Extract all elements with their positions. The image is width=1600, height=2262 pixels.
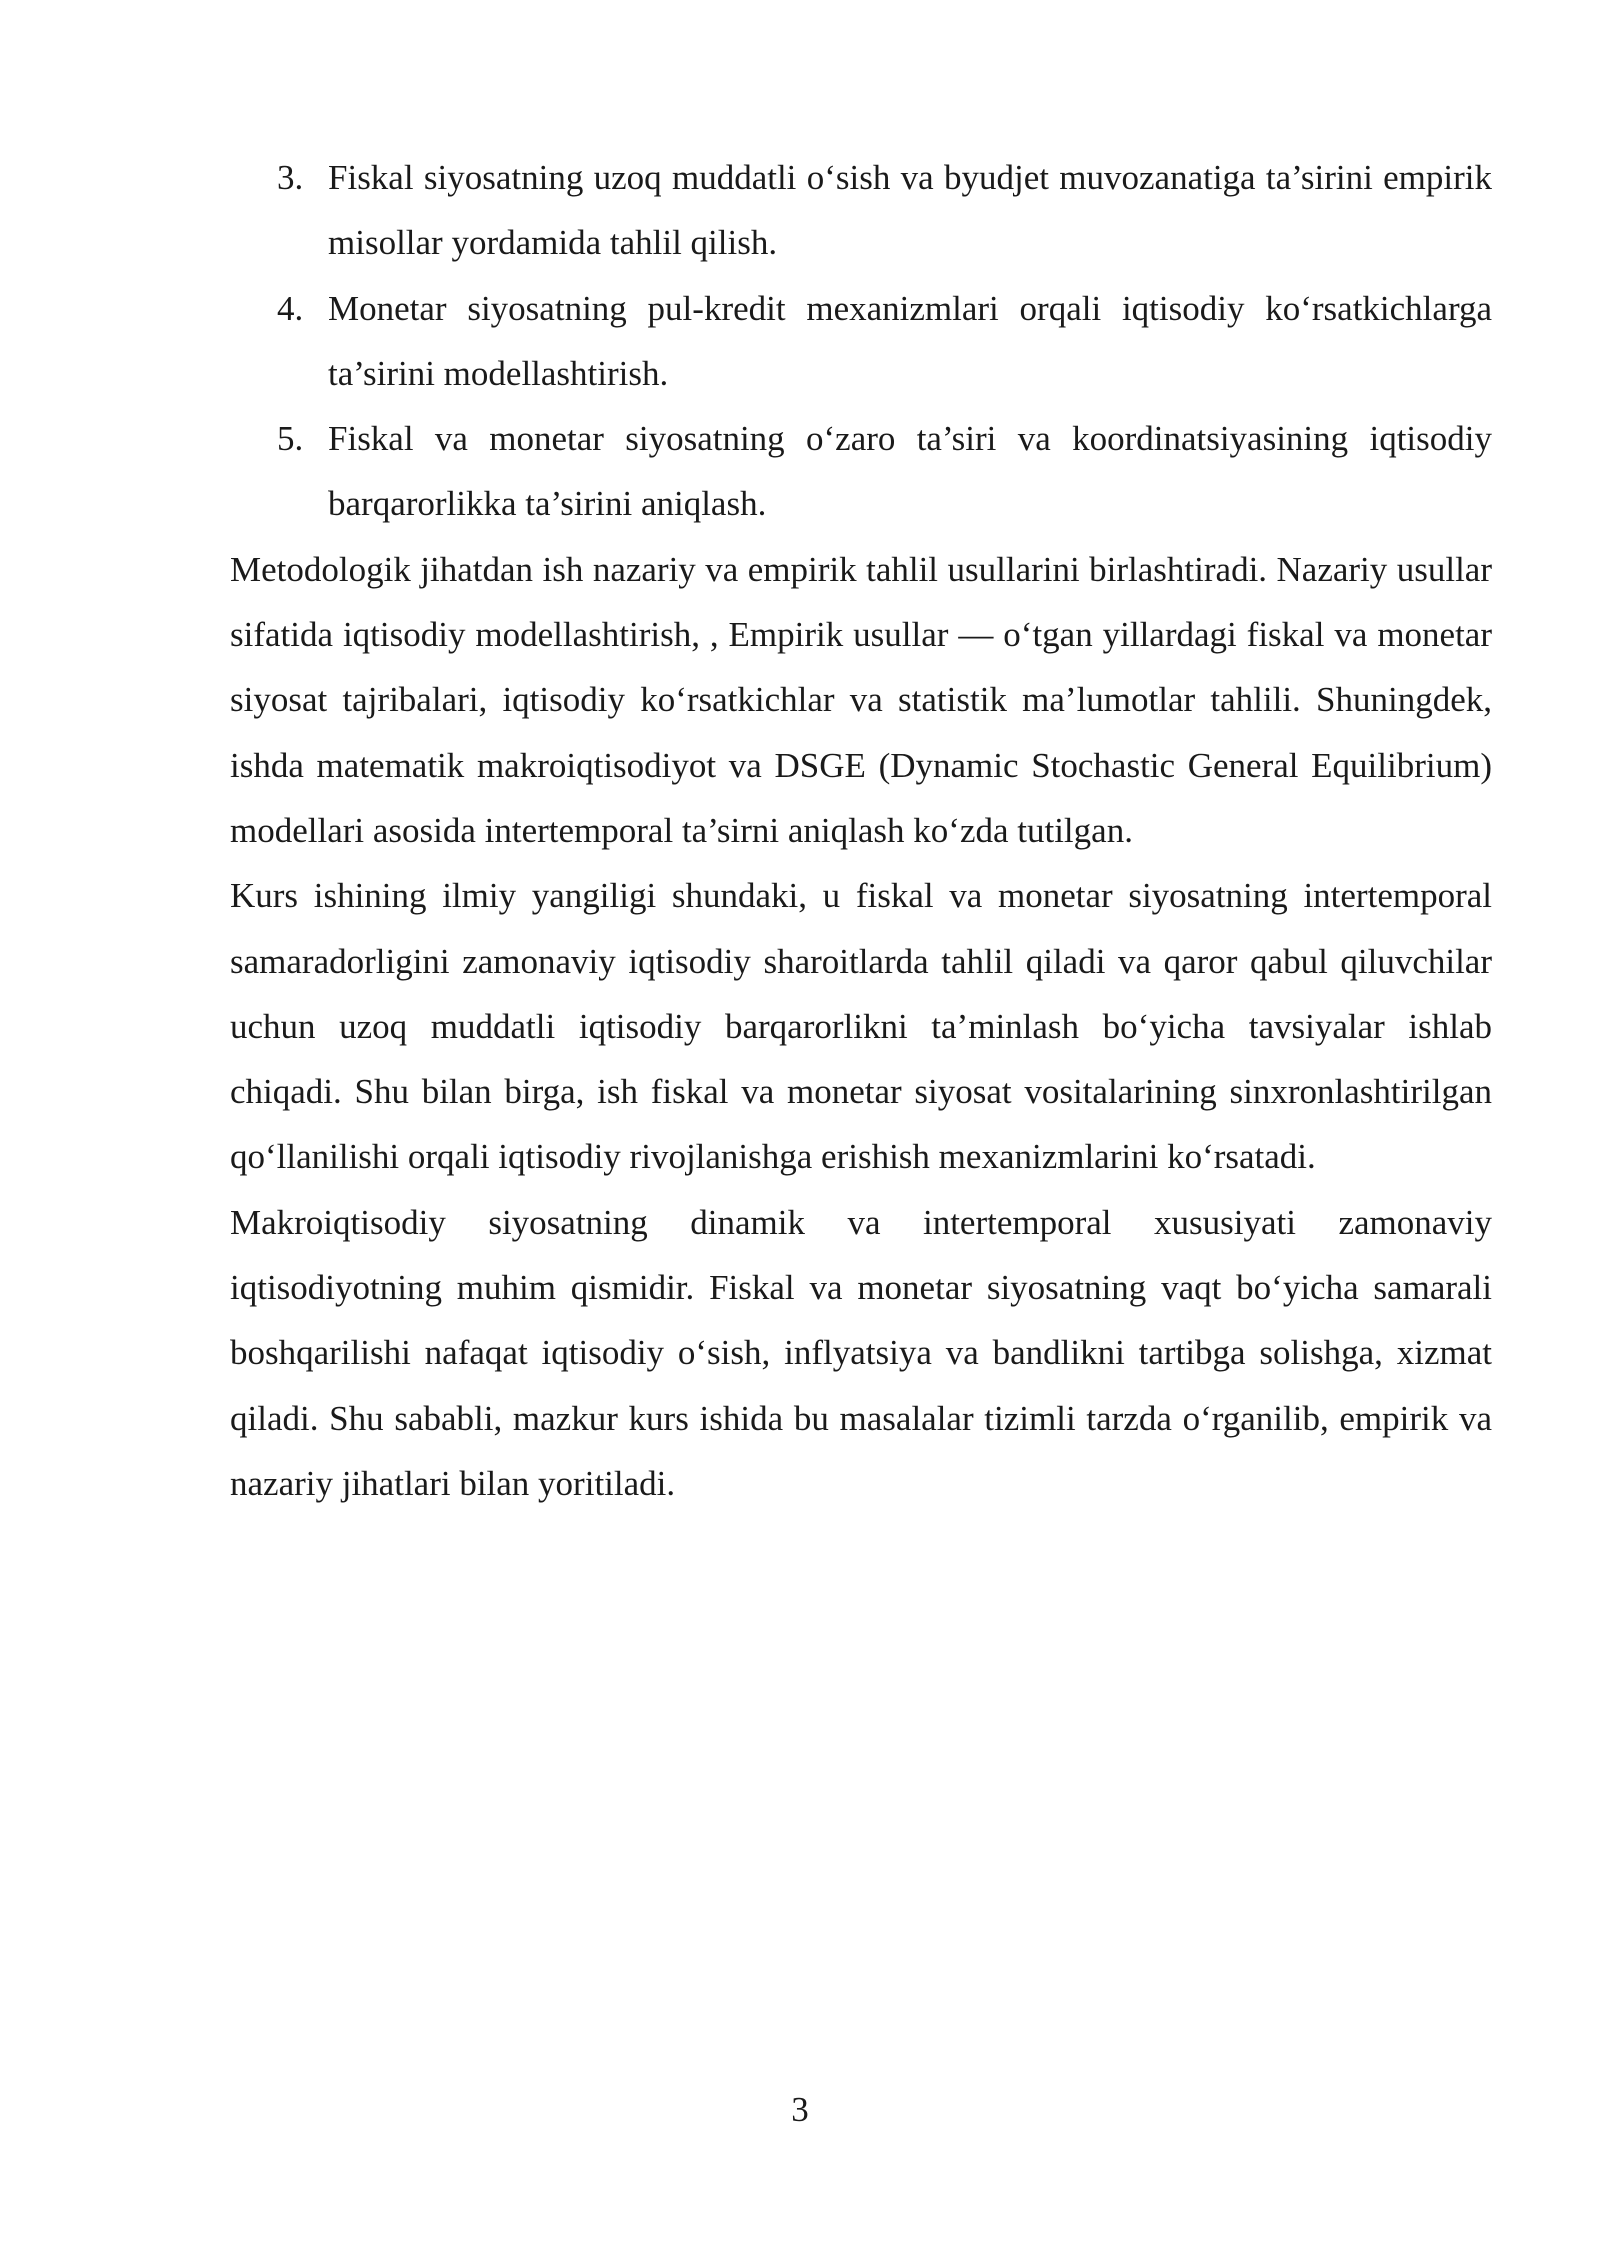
list-item [230, 145, 1492, 276]
paragraph-conclusion: Makroiqtisodiy siyosatning dinamik va intertemporal xususiyati zamonaviy iqtisodiyotning muhim qismidir. Fiskal va monetar siyosatning vaqt bo‘yicha samarali boshqarilishi nafaqat iqtisodiy o‘sish, inflyatsiya va bandlikni tartibga solishga, xizmat qiladi. Shu sababli, mazkur kurs ishida bu masalalar tizimli tarzda o‘rganilib, empirik va nazariy jihatlari bilan yoritiladi. [230, 1202, 1492, 1503]
list-item [230, 406, 1492, 537]
list-item-text: Fiskal va monetar siyosatning o‘zaro ta’siri va koordinatsiyasining iqtisodiy barqarorlikka ta’sirini aniqlash. [328, 419, 1492, 524]
page-number: 3 [791, 2090, 809, 2129]
paragraph-novelty: Kurs ishining ilmiy yangiligi shundaki, u fiskal va monetar siyosatning intertemporal samaradorligini zamonaviy iqtisodiy sharoitlarda tahlil qiladi va qaror qabul qiluvchilar uchun uzoq muddatli iqtisodiy barqarorlikni ta’minlash bo‘yicha tavsiyalar ishlab chiqadi. Shu bilan birga, ish fiskal va monetar siyosat vositalarining sinxronlashtirilgan qo‘llanilishi orqali iqtisodiy rivojlanishga erishish mexanizmlarini ko‘rsatadi. [230, 876, 1492, 1177]
list-item-number: 4. [277, 288, 304, 328]
numbered-list [230, 145, 1492, 537]
paragraph-methodology: Metodologik jihatdan ish nazariy va empirik tahlil usullarini birlashtiradi. Nazariy usullar sifatida iqtisodiy modellashtirish, , Empirik usullar — o‘tgan yillardagi fiskal va monetar siyosat tajribalari, iqtisodiy ko‘rsatkichlar va statistik ma’lumotlar tahlili. Shuningdek, ishda matematik makroiqtisodiyot va DSGE (Dynamic Stochastic General Equilibrium) modellari asosida intertemporal ta’sirni aniqlash ko‘zda tutilgan. [230, 549, 1492, 850]
page-content [230, 145, 1492, 1516]
list-item-text: Monetar siyosatning pul-kredit mexanizmlari orqali iqtisodiy ko‘rsatkichlarga ta’sirini modellashtirish. [328, 288, 1492, 393]
list-item-text: Fiskal siyosatning uzoq muddatli o‘sish va byudjet muvozanatiga ta’sirini empirik misollar yordamida tahlil qilish. [328, 158, 1492, 263]
list-item [230, 276, 1492, 407]
list-item-number: 5. [277, 419, 304, 459]
list-item-number: 3. [277, 158, 304, 197]
